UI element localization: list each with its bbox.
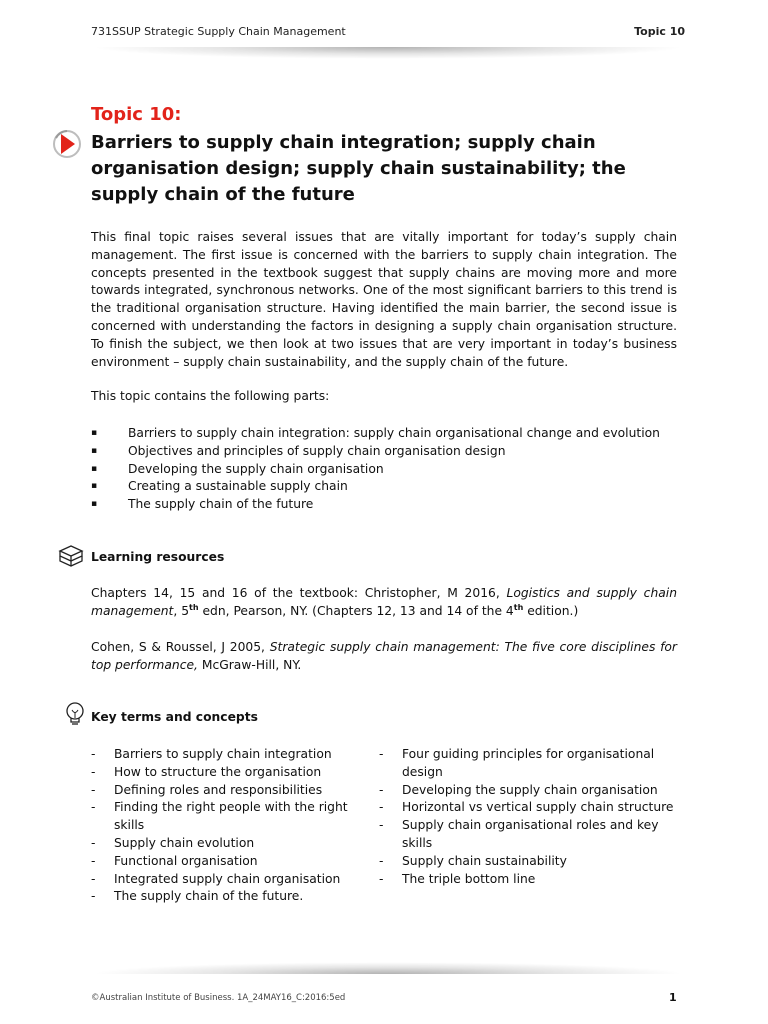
lightbulb-icon	[62, 701, 88, 727]
key-terms-left-list	[91, 746, 361, 906]
bullet-icon: ▪	[91, 445, 98, 456]
header-divider	[91, 47, 685, 59]
bullet-icon: ▪	[91, 499, 98, 510]
resource-reference-2: Cohen, S & Roussel, J 2005, Strategic supply chain management: The five core disciplines for top performance, McGraw-Hill, NY.	[91, 640, 677, 672]
resource-reference-1: Chapters 14, 15 and 16 of the textbook: Christopher, M 2016, Logistics and supply chain management, 5th edn, Pearson, NY. (Chapters 12, 13 and 14 of the 4th edition.)	[91, 586, 677, 618]
key-terms-heading: Key terms and concepts	[91, 710, 258, 724]
play-arrow-icon	[51, 128, 83, 160]
books-icon	[58, 543, 84, 569]
list-item: - Barriers to supply chain integration	[91, 747, 332, 761]
list-item: - Supply chain organisational roles and key skills	[379, 818, 659, 850]
list-item: - Supply chain sustainability	[379, 853, 567, 868]
intro-paragraph: This final topic raises several issues that are vitally important for today’s supply chain management. The first issue is concerned with the barriers to supply chain integration. The concepts presented in the textbook suggest that supply chains are moving more and more towards integrated, synchronous networks. One of the most significant barriers to this trend is the traditional organisation structure. Having identified the main barrier, the second issue is concerned with understanding the factors in designing a supply chain organisation structure. To finish the subject, we then look at two issues that are very important in today’s business environment – supply chain sustainability, and the supply chain of the future.	[91, 230, 677, 369]
header-topic-label: Topic 10	[634, 25, 685, 38]
parts-intro: This topic contains the following parts:	[91, 389, 330, 403]
list-item: - The supply chain of the future.	[91, 889, 304, 904]
list-item: - Functional organisation	[91, 853, 258, 868]
topic-number: Topic 10:	[91, 104, 182, 125]
page-number: 1	[669, 991, 677, 1004]
list-item: - Finding the right people with the right skills	[91, 800, 348, 833]
list-item: - Supply chain evolution	[91, 835, 255, 850]
page-header	[91, 25, 685, 41]
bullet-icon: ▪	[91, 481, 98, 492]
footer-divider	[91, 962, 685, 974]
list-item: ▪ Creating a sustainable supply chain	[91, 478, 691, 496]
topic-title: Barriers to supply chain integration; supply chain organisation design; supply chain sustainability; the supply chain of the future	[91, 132, 626, 205]
list-item: ▪ Objectives and principles of supply chain organisation design	[91, 443, 691, 461]
list-item: - The triple bottom line	[379, 871, 536, 886]
bullet-icon: ▪	[91, 428, 98, 438]
bullet-icon: ▪	[91, 463, 98, 474]
course-title: 731SSUP Strategic Supply Chain Management	[91, 25, 346, 38]
list-item: - Integrated supply chain organisation	[91, 871, 341, 886]
list-item: ▪ Developing the supply chain organisation	[91, 461, 691, 479]
list-item: - Developing the supply chain organisation	[379, 782, 658, 797]
list-item: ▪ The supply chain of the future	[91, 496, 691, 514]
key-terms-right-list	[379, 746, 679, 888]
learning-resources-heading: Learning resources	[91, 550, 225, 564]
list-item: ▪ Barriers to supply chain integration: supply chain organisational change and evolution	[91, 425, 691, 443]
parts-list	[91, 425, 691, 514]
list-item: - Four guiding principles for organisational design	[379, 747, 655, 779]
footer-copyright: ©Australian Institute of Business. 1A_24MAY16_C:2016:5ed	[91, 993, 346, 1003]
list-item: - How to structure the organisation	[91, 764, 322, 779]
list-item: - Defining roles and responsibilities	[91, 782, 323, 797]
list-item: - Horizontal vs vertical supply chain structure	[379, 800, 674, 815]
